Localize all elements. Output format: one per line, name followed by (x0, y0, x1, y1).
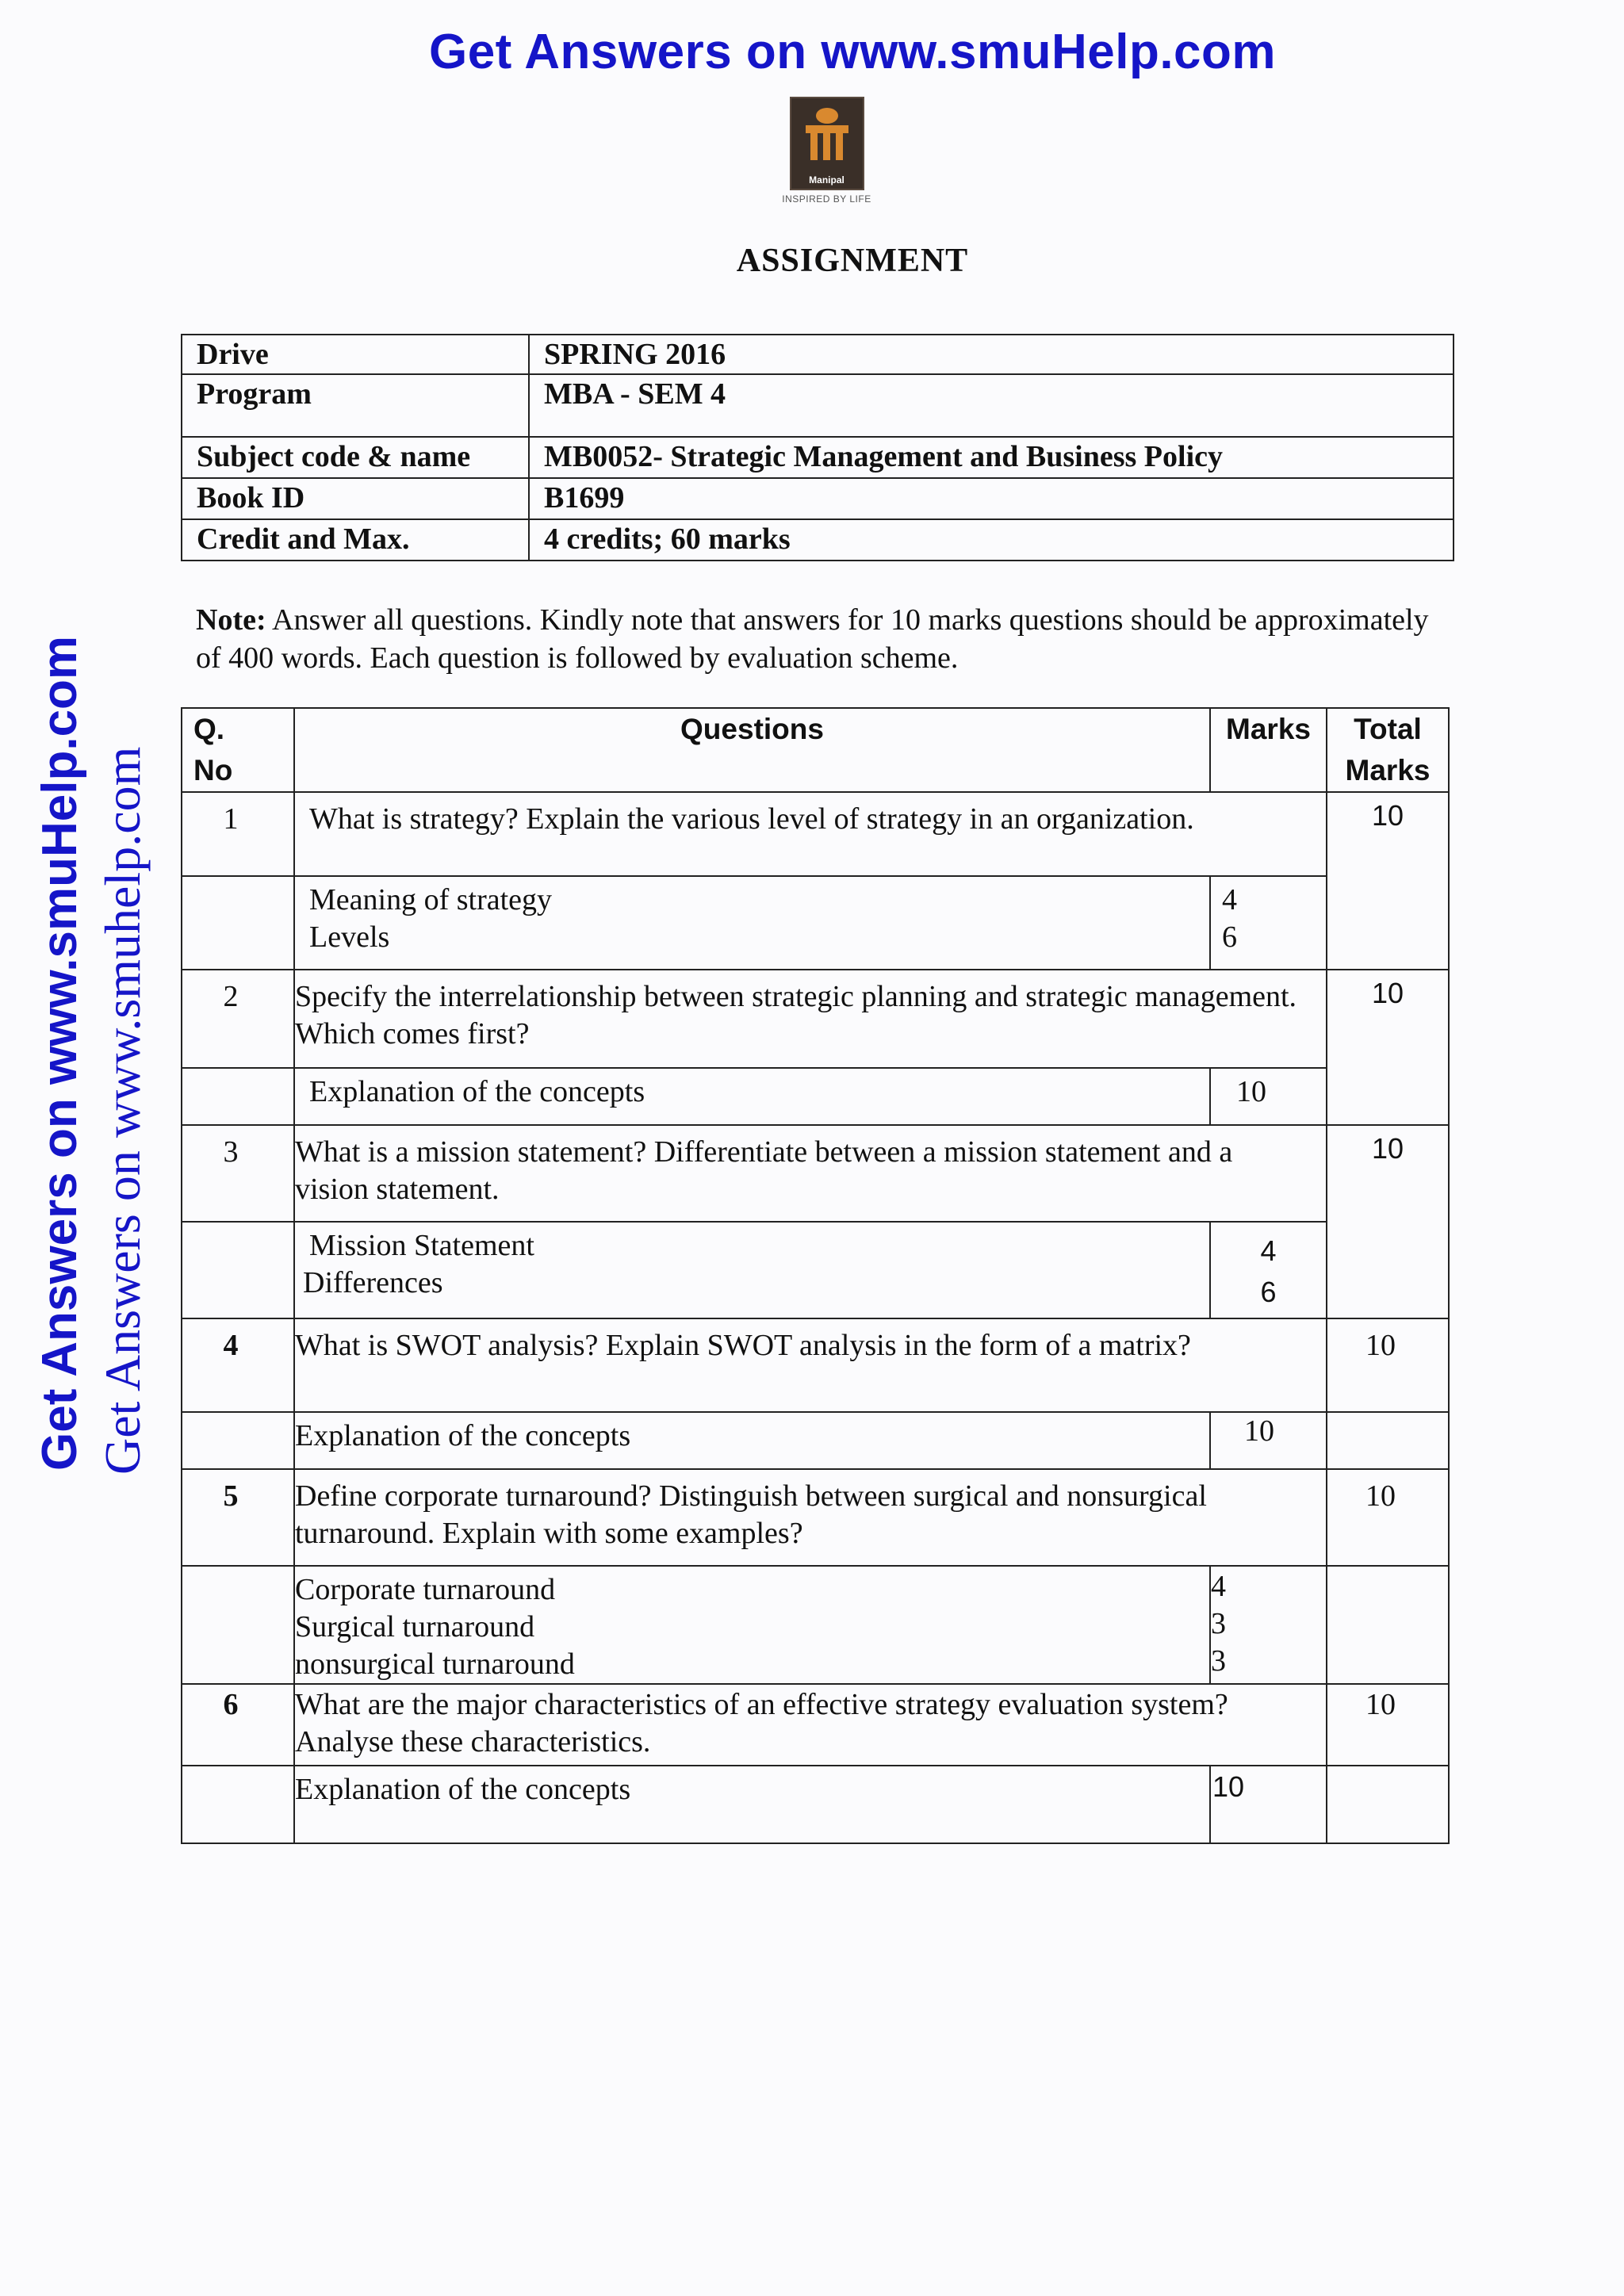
question-row (182, 1318, 1449, 1412)
question-row (182, 1684, 1449, 1766)
logo-tagline: INSPIRED BY LIFE (782, 193, 871, 205)
evaluation-mark: 4 (1260, 1234, 1277, 1267)
top-banner: Get Answers on www.smuHelp.com (428, 25, 1277, 79)
evaluation-row (182, 1068, 1449, 1125)
evaluation-marks (1210, 1222, 1327, 1318)
info-label: Book ID (182, 478, 529, 519)
evaluation-item: Levels (309, 920, 390, 954)
empty-cell (1327, 1412, 1449, 1469)
evaluation-marks (1210, 1766, 1327, 1843)
info-row-program (182, 374, 1454, 437)
info-label: Program (182, 374, 529, 437)
evaluation-items (294, 1068, 1210, 1125)
side-watermark-serif: Get Answers on www.smuhelp.com (94, 746, 151, 1475)
question-text: What is strategy? Explain the various level of strategy in an organization. (294, 792, 1327, 876)
empty-cell (182, 1222, 294, 1318)
question-row (182, 970, 1449, 1068)
note-label: Note: (196, 603, 266, 637)
evaluation-items (294, 1566, 1210, 1684)
question-text: What is SWOT analysis? Explain SWOT analysis in the form of a matrix? (294, 1318, 1327, 1412)
evaluation-items (294, 1412, 1210, 1469)
question-total-marks: 10 (1327, 1318, 1449, 1412)
header-qno-line2: No (193, 754, 233, 786)
evaluation-row (182, 1412, 1449, 1469)
info-value: 4 credits; 60 marks (529, 519, 1454, 561)
header-qno (182, 708, 294, 792)
evaluation-mark: 10 (1244, 1414, 1274, 1448)
evaluation-row (182, 1566, 1449, 1684)
question-total-marks: 10 (1327, 1684, 1449, 1766)
info-row-book (182, 478, 1454, 519)
note-text: Answer all questions. Kindly note that answers for 10 marks questions should be approximately of 400 words. Each question is followed by evaluation scheme. (196, 603, 1429, 675)
evaluation-item: Explanation of the concepts (309, 1075, 645, 1108)
question-row (182, 1469, 1449, 1566)
info-row-drive (182, 335, 1454, 374)
evaluation-mark: 6 (1260, 1276, 1277, 1308)
instructions-note (196, 601, 1433, 677)
empty-cell (182, 876, 294, 970)
empty-cell (1327, 1566, 1449, 1684)
header-total-line1: Total (1354, 713, 1422, 745)
info-label: Subject code & name (182, 437, 529, 478)
evaluation-marks (1210, 876, 1327, 970)
question-number: 3 (182, 1125, 294, 1222)
evaluation-item: Surgical turnaround (295, 1610, 535, 1644)
empty-cell (182, 1766, 294, 1843)
evaluation-item: Explanation of the concepts (295, 1773, 631, 1806)
question-total-marks: 10 (1327, 970, 1449, 1125)
header-total-marks (1327, 708, 1449, 792)
evaluation-mark: 4 (1222, 883, 1237, 916)
table-header-row (182, 708, 1449, 792)
question-number: 4 (182, 1318, 294, 1412)
evaluation-marks (1210, 1566, 1327, 1684)
evaluation-marks (1210, 1412, 1327, 1469)
question-total-marks: 10 (1327, 1469, 1449, 1566)
empty-cell (1327, 1766, 1449, 1843)
info-row-credit (182, 519, 1454, 561)
question-text: What are the major characteristics of an effective strategy evaluation system? Analyse these characteristics. (294, 1684, 1327, 1766)
empty-cell (182, 1068, 294, 1125)
header-qno-line1: Q. (193, 713, 225, 745)
evaluation-row (182, 876, 1449, 970)
evaluation-item: Corporate turnaround (295, 1573, 556, 1606)
question-number: 2 (182, 970, 294, 1068)
evaluation-items (294, 1222, 1210, 1318)
evaluation-mark: 4 (1211, 1570, 1226, 1603)
question-text: What is a mission statement? Differentiate between a mission statement and a vision statement. (294, 1125, 1327, 1222)
info-value: MB0052- Strategic Management and Business Policy (529, 437, 1454, 478)
info-label: Drive (182, 335, 529, 374)
assignment-info-table (181, 334, 1454, 561)
evaluation-row (182, 1222, 1449, 1318)
evaluation-items (294, 876, 1210, 970)
logo-emblem (790, 97, 864, 190)
info-value: MBA - SEM 4 (529, 374, 1454, 437)
evaluation-item: nonsurgical turnaround (295, 1647, 575, 1681)
evaluation-items (294, 1766, 1210, 1843)
info-value: B1699 (529, 478, 1454, 519)
evaluation-item: Differences (303, 1266, 443, 1299)
question-text: Specify the interrelationship between strategic planning and strategic management. Which comes first? (294, 970, 1327, 1068)
empty-cell (182, 1566, 294, 1684)
logo-name: Manipal (809, 174, 845, 186)
question-row (182, 1125, 1449, 1222)
logo-mark-icon (799, 105, 855, 168)
evaluation-marks (1210, 1068, 1327, 1125)
questions-table (181, 707, 1450, 1844)
header-questions: Questions (294, 708, 1210, 792)
info-value: SPRING 2016 (529, 335, 1454, 374)
info-row-subject (182, 437, 1454, 478)
info-label: Credit and Max. (182, 519, 529, 561)
evaluation-mark: 10 (1212, 1770, 1245, 1803)
question-number: 5 (182, 1469, 294, 1566)
header-total-line2: Marks (1345, 754, 1431, 786)
page-title: ASSIGNMENT (736, 243, 969, 279)
header-marks: Marks (1210, 708, 1327, 792)
evaluation-mark: 10 (1236, 1075, 1266, 1108)
evaluation-mark: 3 (1211, 1644, 1226, 1678)
evaluation-mark: 6 (1222, 920, 1237, 954)
evaluation-item: Meaning of strategy (309, 883, 553, 916)
evaluation-row (182, 1766, 1449, 1843)
side-watermark-bold: Get Answers on www.smuHelp.com (33, 635, 87, 1471)
evaluation-item: Mission Statement (309, 1229, 534, 1262)
evaluation-item: Explanation of the concepts (295, 1419, 631, 1452)
evaluation-mark: 3 (1211, 1607, 1226, 1640)
question-number: 6 (182, 1684, 294, 1766)
question-text: Define corporate turnaround? Distinguish between surgical and nonsurgical turnaround. Explain with some examples? (294, 1469, 1327, 1566)
question-number: 1 (182, 792, 294, 876)
question-total-marks: 10 (1327, 1125, 1449, 1318)
question-total-marks: 10 (1327, 792, 1449, 970)
manipal-logo (753, 97, 900, 208)
empty-cell (182, 1412, 294, 1469)
question-row (182, 792, 1449, 876)
